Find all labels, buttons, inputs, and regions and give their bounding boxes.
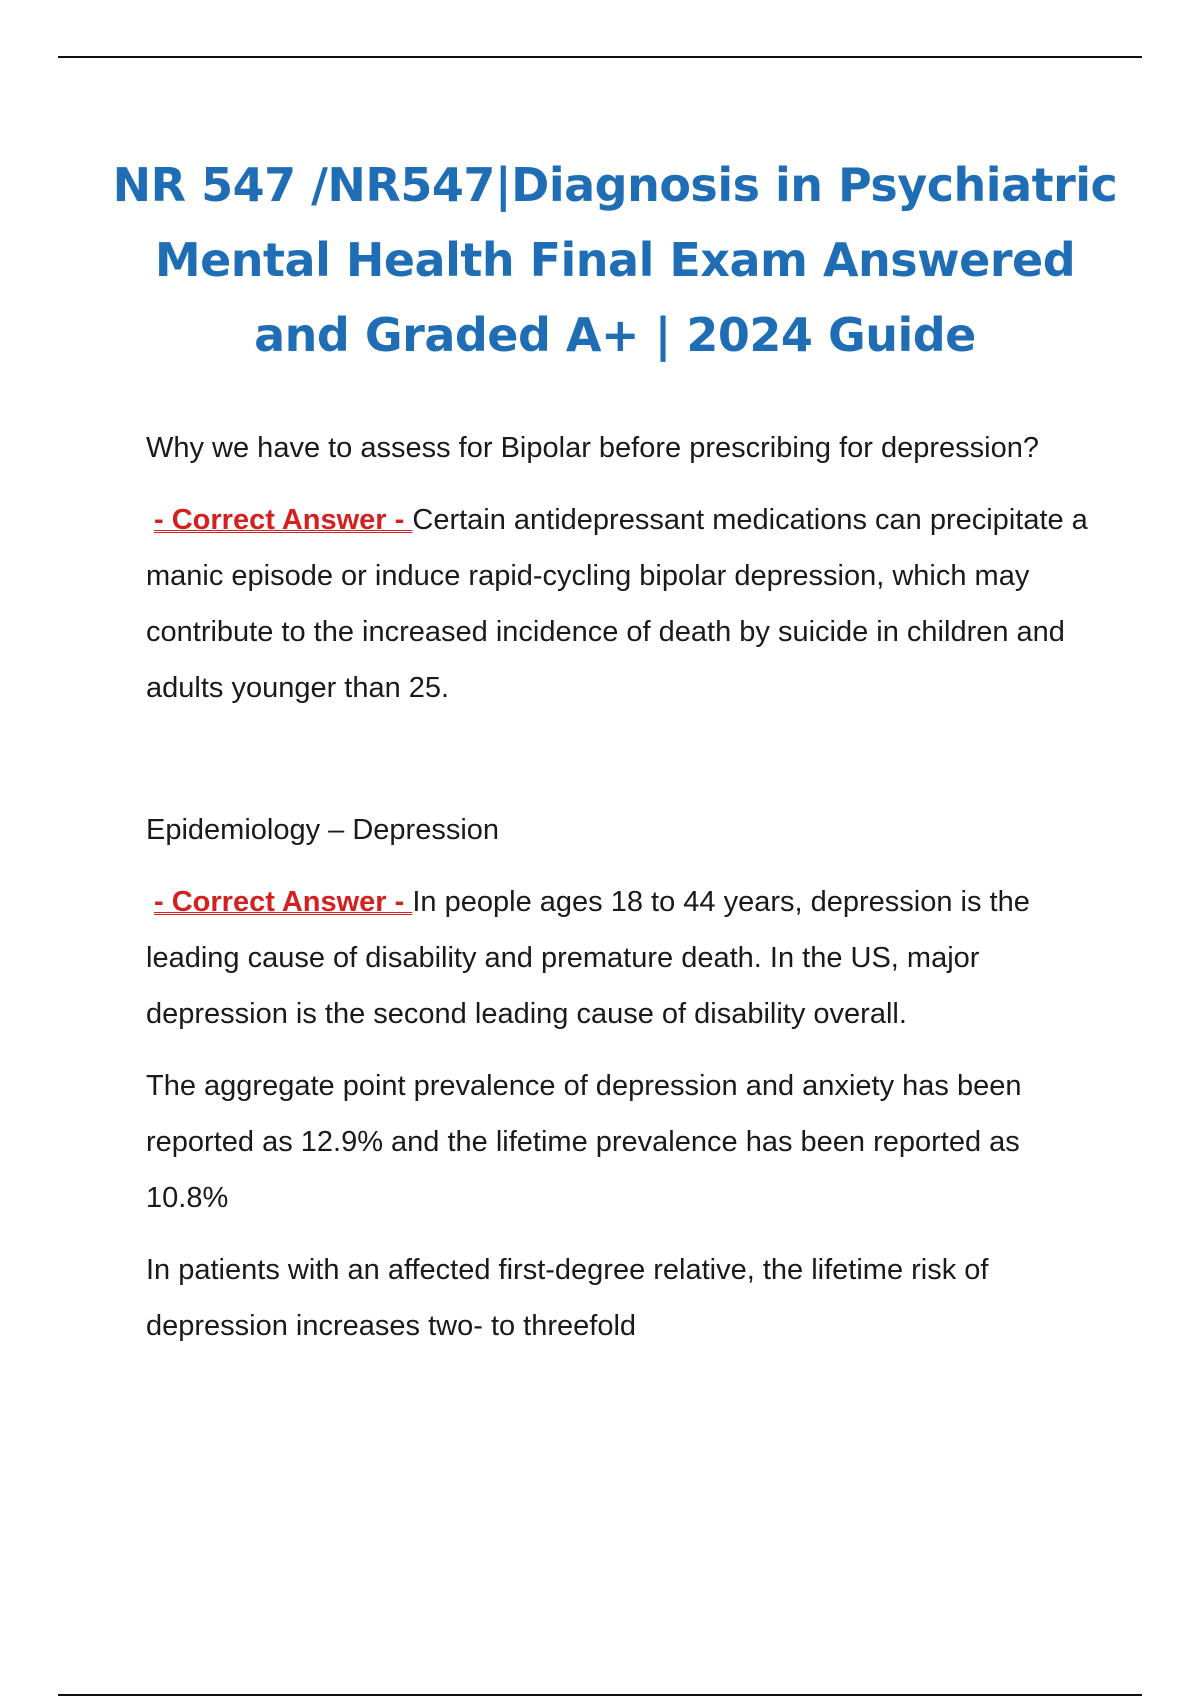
title-line: Mental Health Final Exam Answered [154, 233, 1076, 287]
answer-2-extra-1: The aggregate point prevalence of depression and anxiety has been reported as 12.9% and the lifetime prevalence has been reported as 10.8% [146, 1070, 1022, 1214]
top-divider [58, 56, 1142, 58]
answer-2 [146, 874, 1106, 1042]
answer-2-text: In people ages 18 to 44 years, depression is the leading cause of disability and premature death. In the US, major depression is the second leading cause of disability overall. [146, 886, 1030, 1030]
bottom-divider [58, 1694, 1142, 1696]
correct-answer-label: - Correct Answer - [154, 504, 413, 536]
answer-1 [146, 492, 1106, 716]
question-1: Why we have to assess for Bipolar before prescribing for depression? [146, 432, 1039, 464]
answer-2-extra-2: In patients with an affected first-degree relative, the lifetime risk of depression increases two- to threefold [146, 1254, 989, 1342]
correct-answer-label: - Correct Answer - [154, 886, 413, 918]
document-body [146, 420, 1106, 1354]
title-line: NR 547 /NR547|Diagnosis in Psychiatric [112, 158, 1118, 212]
document-title [90, 148, 1140, 373]
question-2: Epidemiology – Depression [146, 814, 500, 846]
title-line: and Graded A+ | 2024 Guide [254, 308, 976, 362]
answer-1-text: Certain antidepressant medications can precipitate a manic episode or induce rapid-cycling bipolar depression, which may contribute to the increased incidence of death by suicide in children and adults younger than 25. [146, 504, 1088, 704]
